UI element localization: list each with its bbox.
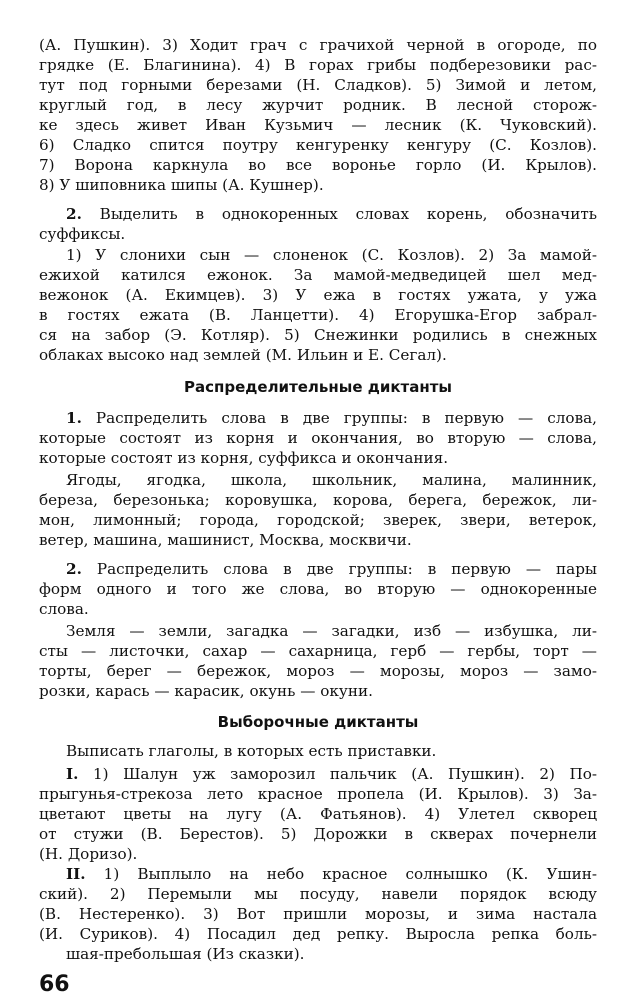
part-1-line — [66, 765, 597, 784]
text-fragment: 1) Шалун уж заморозил пальчик (А. Пушкин). 2) По- — [92, 765, 598, 783]
text-fragment: 1) Выплыло на небо красное солнышко (К. Ушин- — [103, 865, 597, 883]
text-line: круглый год, в лесу журчит родник. В лесной сторож- — [39, 96, 597, 114]
text-line: прыгунья-стрекоза лето красное пропела (И. Крылов). 3) За- — [39, 785, 597, 803]
exercise-2-task — [66, 560, 597, 579]
text-line: сты — листочки, сахар — сахарница, герб — гербы, торт — — [39, 642, 597, 660]
text-line: тут под горными березами (Н. Сладков). 5) Зимой и летом, — [39, 76, 597, 94]
text-line: от стужи (В. Берестов). 5) Дорожки в скверах почернели — [39, 825, 597, 843]
exercise-1-task — [66, 409, 597, 428]
text-line: (В. Нестеренко). 3) Вот пришли морозы, и зима настала — [39, 905, 597, 923]
text-line: Ягоды, ягодка, школа, школьник, малина, малинник, — [66, 471, 597, 489]
text-line: (И. Суриков). 4) Посадил дед репку. Выросла репка боль- — [39, 925, 597, 943]
text-line: торты, берег — бережок, мороз — морозы, мороз — замо- — [39, 662, 597, 680]
text-line: 6) Сладко спится поутру кенгуренку кенгуру (С. Козлов). — [39, 136, 597, 154]
task-text: Распределить слова в две группы: в первую — слова, — [95, 409, 598, 427]
section-heading: Распределительные диктанты — [184, 378, 452, 396]
text-line: 8) У шиповника шипы (А. Кушнер). — [39, 176, 324, 194]
text-line: суффиксы. — [39, 225, 126, 243]
text-line: ежихой катился ежонок. За мамой-медведицей шел мед- — [39, 266, 597, 284]
text-line: ский). 2) Перемыли мы посуду, навели порядок всюду — [39, 885, 597, 903]
task-text: Выделить в однокоренных словах корень, обозначить — [99, 205, 598, 223]
text-line: вежонок (А. Екимцев). 3) У ежа в гостях ужата, у ужа — [39, 286, 597, 304]
text-line: ветер, машина, машинист, Москва, москвичи. — [39, 531, 412, 549]
text-line: цветают цветы на лугу (А. Фатьянов). 4) Улетел скворец — [39, 805, 597, 823]
text-line: которые состоят из корня и окончания, во вторую — слова, — [39, 429, 597, 447]
page-number: 66 — [39, 972, 70, 997]
exercise-2-task — [66, 205, 597, 224]
text-line: (А. Пушкин). 3) Ходит грач с грачихой черной в огороде, по — [39, 36, 597, 54]
part-2-line — [66, 865, 597, 884]
text-line: слова. — [39, 600, 89, 618]
task-text: Распределить слова в две группы: в первую — пары — [96, 560, 598, 578]
text-line: розки, карась — карасик, окунь — окуни. — [39, 682, 373, 700]
text-line: мон, лимонный; города, городской; зверек, звери, ветерок, — [39, 511, 597, 529]
text-line: Выписать глаголы, в которых есть приставки. — [66, 742, 437, 760]
text-line: которые состоят из корня, суффикса и окончания. — [39, 449, 449, 467]
text-line: Земля — земли, загадка — загадки, изб — избушка, ли- — [66, 622, 597, 640]
text-line: ся на забор (Э. Котляр). 5) Снежинки родились в снежных — [39, 326, 597, 344]
text-line: 7) Ворона каркнула во все воронье горло (И. Крылов). — [39, 156, 597, 174]
text-line: ке здесь живет Иван Кузьмич — лесник (К. Чуковский). — [39, 116, 597, 134]
part-label: I. — [66, 765, 79, 783]
text-line: в гостях ежата (В. Ланцетти). 4) Егорушка-Егор забрал- — [39, 306, 597, 324]
text-line: (Н. Доризо). — [39, 845, 138, 863]
text-line: шая-пребольшая (Из сказки). — [66, 945, 305, 963]
text-line: грядке (Е. Благинина). 4) В горах грибы подберезовики рас- — [39, 56, 597, 74]
exercise-number: 2. — [66, 560, 82, 578]
text-line: береза, березонька; коровушка, корова, берега, бережок, ли- — [39, 491, 597, 509]
section-heading: Выборочные диктанты — [217, 713, 419, 731]
exercise-number: 2. — [66, 205, 82, 223]
text-line: форм одного и того же слова, во вторую — однокоренные — [39, 580, 597, 598]
text-line: 1) У слонихи сын — слоненок (С. Козлов). 2) За мамой- — [66, 246, 597, 264]
text-line: облаках высоко над землей (М. Ильин и Е. Сегал). — [39, 346, 447, 364]
exercise-number: 1. — [66, 409, 82, 427]
part-label: II. — [66, 865, 86, 883]
